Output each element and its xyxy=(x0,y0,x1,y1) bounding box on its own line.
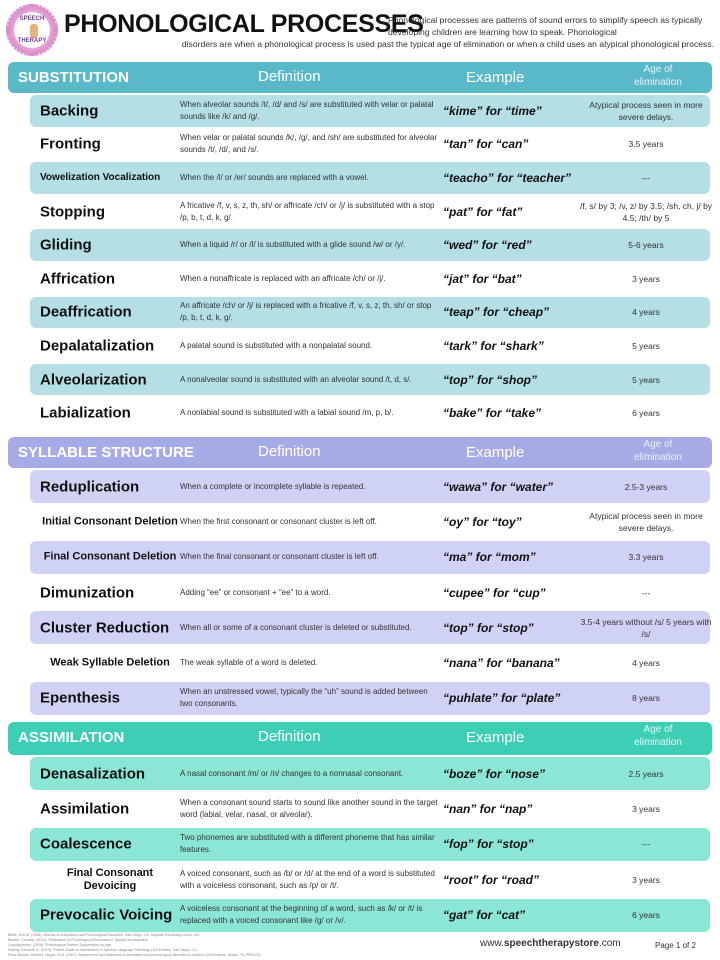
process-row xyxy=(30,364,710,396)
section-title: ASSIMILATION xyxy=(18,729,125,746)
age-of-elimination: --- xyxy=(641,587,651,598)
age-of-elimination: 3 years xyxy=(632,273,660,284)
process-row xyxy=(30,863,710,896)
process-row xyxy=(30,828,710,861)
section-header xyxy=(8,62,712,93)
process-row xyxy=(30,263,710,295)
site-suffix: .com xyxy=(598,938,621,949)
process-row xyxy=(30,470,710,503)
reference: Shipley, Kenneth G. (2013). Pocket Guide to Assessment in Speech-Language Pathology (3rd Edition). San Diego, CA. xyxy=(8,948,198,952)
process-definition: A voiced consonant, such as /b/ or /d/ at the end of a word is substituted with a voiceless consonant, such as /p/ or /t/. xyxy=(180,868,435,890)
age-of-elimination: 3.5-4 years without /s/ 5 years with /s/ xyxy=(580,616,712,639)
process-definition: A palatal sound is substituted with a nonpalatal sound. xyxy=(180,340,373,350)
process-example: “pat” for “fat” xyxy=(443,204,523,219)
column-definition: Definition xyxy=(258,443,321,460)
process-name: Fronting xyxy=(40,135,101,153)
age-of-elimination: 5 years xyxy=(632,340,660,351)
process-name: Labialization xyxy=(40,404,131,422)
process-example: “teap” for “cheap” xyxy=(443,305,550,320)
column-age: Age of elimination xyxy=(634,439,682,463)
logo-text-bottom: THERAPY xyxy=(17,38,47,44)
process-name: Coalescence xyxy=(40,835,132,853)
process-definition: Two phonemes are substituted with a different phoneme that has similar features. xyxy=(180,833,435,855)
process-definition: A voiceless consonant at the beginning of a word, such as /k/ or /t/ is replaced with a voiced consonant like /g/ or /v/. xyxy=(180,904,423,926)
reference: Bleile, Ken M. (1995). Manual of Articulation and Phonological Disorders. San Diego, CA: Singular Publishing Group, Inc. xyxy=(8,933,201,937)
process-row xyxy=(30,95,710,127)
process-example: “teacho” for “teacher” xyxy=(443,170,572,185)
process-definition: A nonlabial sound is substituted with a labial sound /m, p, b/. xyxy=(180,408,394,418)
process-row xyxy=(30,647,710,680)
process-row xyxy=(30,757,710,790)
process-name: Gliding xyxy=(40,236,92,254)
process-example: “nana” for “banana” xyxy=(443,656,560,671)
process-example: “tan” for “can” xyxy=(443,137,529,152)
process-name: Vowelization Vocalization xyxy=(40,171,161,183)
process-row xyxy=(30,297,710,329)
age-of-elimination: 5-6 years xyxy=(628,240,664,251)
process-row xyxy=(30,541,710,574)
process-name: Final Consonant Devoicing xyxy=(66,866,154,892)
process-example: “jat” for “bat” xyxy=(443,271,522,286)
reference: Pena-Brooks, Adriana, Hegde, M.N. (2007). Assessment and treatment of articulation and phonological disorders in children (2nd Edition). Austin, TX: PRO-ED. xyxy=(8,953,262,957)
age-of-elimination: 3.3 years xyxy=(628,552,664,563)
column-age: Age of elimination xyxy=(634,724,682,748)
process-row xyxy=(30,330,710,362)
process-definition: When the final consonant or consonant cluster is left off. xyxy=(180,552,379,562)
page-header xyxy=(0,0,720,60)
process-name: Deaffrication xyxy=(40,303,132,321)
process-example: “ma” for “mom” xyxy=(443,550,536,565)
section-title: SYLLABLE STRUCTURE xyxy=(18,444,194,461)
process-definition: A nonalveolar sound is substituted with an alveolar sound /t, d, s/. xyxy=(180,374,412,384)
process-row xyxy=(30,196,713,228)
intro-text-2: disorders are when a phonological process is used past the typical age of elimination or when a child uses an atypical phonological process. xyxy=(181,39,714,49)
age-of-elimination: --- xyxy=(641,172,651,183)
process-name: Affrication xyxy=(40,270,115,288)
process-row xyxy=(30,229,710,261)
process-example: “kime” for “time” xyxy=(443,103,542,118)
reference: Linguisystems. (2008). Phonological Pattern Suppression by Age. xyxy=(8,943,113,947)
process-example: “oy” for “toy” xyxy=(443,514,522,529)
age-of-elimination: 4 years xyxy=(632,658,660,669)
process-name: Prevocalic Voicing xyxy=(40,906,173,924)
process-example: “bake” for “take” xyxy=(443,406,542,421)
process-name: Epenthesis xyxy=(40,689,121,707)
age-of-elimination: 3.5 years xyxy=(628,139,664,150)
process-definition: When the first consonant or consonant cluster is left off. xyxy=(180,516,377,526)
website-link[interactable] xyxy=(480,938,621,949)
column-definition: Definition xyxy=(258,68,321,85)
process-example: “boze” for “nose” xyxy=(443,766,546,781)
age-of-elimination: 2.5 years xyxy=(628,768,664,779)
site-prefix: www. xyxy=(480,938,504,949)
reference: Bowen, Caroline. (2011). Elimination of Phonological Processes in Typical Development. xyxy=(8,938,149,942)
age-of-elimination: Atypical process seen in more severe delays. xyxy=(589,99,703,122)
age-of-elimination: 3 years xyxy=(632,804,660,815)
site-brand: speechtherapystore xyxy=(503,938,599,949)
process-definition: A fricative /f, v, s, z, th, sh/ or affricate /ch/ or /j/ is substituted with a stop /p, b, t, d, k, g/. xyxy=(180,200,435,222)
process-row xyxy=(30,505,710,538)
column-age: Age of elimination xyxy=(634,64,682,88)
process-name: Weak Syllable Deletion xyxy=(50,656,170,669)
process-example: “puhlate” for “plate” xyxy=(443,691,561,706)
age-of-elimination: 3 years xyxy=(632,874,660,885)
process-example: “wawa” for “water” xyxy=(443,479,554,494)
column-example: Example xyxy=(466,69,525,86)
intro-text-1: Phonological processes are patterns of sound errors to simplify speech as typically developing children are learning how to speak. Phonological xyxy=(388,15,703,37)
age-of-elimination: /f, s/ by 3; /v, z/ by 3.5; /sh, ch, j/ by 4.5; /th/ by 5 xyxy=(579,200,713,223)
process-definition: When all or some of a consonant cluster is deleted or substituted. xyxy=(180,622,412,632)
process-row xyxy=(30,792,710,825)
process-definition: When the /l/ or /er/ sounds are replaced with a vowel. xyxy=(180,172,369,182)
process-row xyxy=(30,576,710,609)
logo-text-top: SPEECH xyxy=(19,16,45,22)
process-definition: The weak syllable of a word is deleted. xyxy=(180,658,318,668)
process-name: Backing xyxy=(40,102,99,120)
references xyxy=(8,933,348,958)
page-number: Page 1 of 2 xyxy=(655,941,696,950)
process-definition: An affricate /ch/ or /j/ is replaced with a fricative /f, v, s, z, th, sh/ or stop /p, b, t, d, k, g/. xyxy=(180,301,432,323)
process-name: Final Consonant Deletion xyxy=(43,550,177,563)
process-name: Depalatalization xyxy=(40,337,155,355)
logo-figure-icon xyxy=(30,24,38,38)
process-name: Reduplication xyxy=(40,478,140,496)
process-name: Initial Consonant Deletion xyxy=(42,515,178,528)
process-example: “wed” for “red” xyxy=(443,238,532,253)
process-name: Denasalization xyxy=(40,765,146,783)
process-definition: When alveolar sounds /t/, /d/ and /s/ are substituted with velar or palatal sounds like /k/ and /g/. xyxy=(180,99,434,121)
column-definition: Definition xyxy=(258,728,321,745)
process-name: Alveolarization xyxy=(40,371,147,389)
age-of-elimination: --- xyxy=(641,839,651,850)
age-of-elimination: 6 years xyxy=(632,910,660,921)
process-row xyxy=(30,129,710,161)
age-of-elimination: 6 years xyxy=(632,408,660,419)
process-row xyxy=(30,682,710,715)
process-row xyxy=(30,611,710,644)
process-example: “gat” for “cat” xyxy=(443,908,526,923)
age-of-elimination: 8 years xyxy=(632,693,660,704)
process-example: “cupee” for “cup” xyxy=(443,585,546,600)
process-definition: When a nonaffricate is replaced with an affricate /ch/ or /j/. xyxy=(180,273,386,283)
process-row xyxy=(30,899,710,932)
speech-therapy-logo xyxy=(6,4,58,56)
process-example: “fop” for “stop” xyxy=(443,837,534,852)
age-of-elimination: 4 years xyxy=(632,307,660,318)
process-example: “root” for “road” xyxy=(443,872,539,887)
process-name: Cluster Reduction xyxy=(40,619,170,637)
process-definition: When a complete or incomplete syllable is repeated. xyxy=(180,481,366,491)
process-example: “nan” for “nap” xyxy=(443,802,533,817)
column-example: Example xyxy=(466,729,525,746)
process-name: Dimunization xyxy=(40,584,135,602)
process-definition: Adding “ee” or consonant + “ee” to a word. xyxy=(180,587,331,597)
process-definition: When a liquid /r/ or /l/ is substituted with a glide sound /w/ or /y/. xyxy=(180,240,406,250)
section-title: SUBSTITUTION xyxy=(18,69,129,86)
process-example: “tark” for “shark” xyxy=(443,338,544,353)
process-definition: When velar or palatal sounds /k/, /g/, and /sh/ are substituted for alveolar sounds /t/, /d/, and /s/. xyxy=(180,133,438,155)
process-name: Stopping xyxy=(40,203,105,221)
section-header xyxy=(8,722,712,755)
process-row xyxy=(30,162,710,194)
process-definition: A nasal consonant /m/ or /n/ changes to a nonnasal consonant. xyxy=(180,768,404,778)
section-header xyxy=(8,437,712,468)
age-of-elimination: 2.5-3 years xyxy=(624,481,668,492)
process-definition: When an unstressed vowel, typically the “uh” sound is added between two consonants. xyxy=(180,687,428,709)
column-example: Example xyxy=(466,444,525,461)
process-example: “top” for “stop” xyxy=(443,620,534,635)
age-of-elimination: 5 years xyxy=(632,374,660,385)
process-row xyxy=(30,397,710,429)
page-title: PHONOLOGICAL PROCESSES xyxy=(64,10,424,38)
age-of-elimination: Atypical process seen in more severe delays. xyxy=(589,510,703,533)
process-example: “top” for “shop” xyxy=(443,372,537,387)
process-definition: When a consonant sound starts to sound like another sound in the target word (labial, velar, nasal, or alveolar). xyxy=(180,798,438,820)
process-name: Assimilation xyxy=(40,800,130,818)
